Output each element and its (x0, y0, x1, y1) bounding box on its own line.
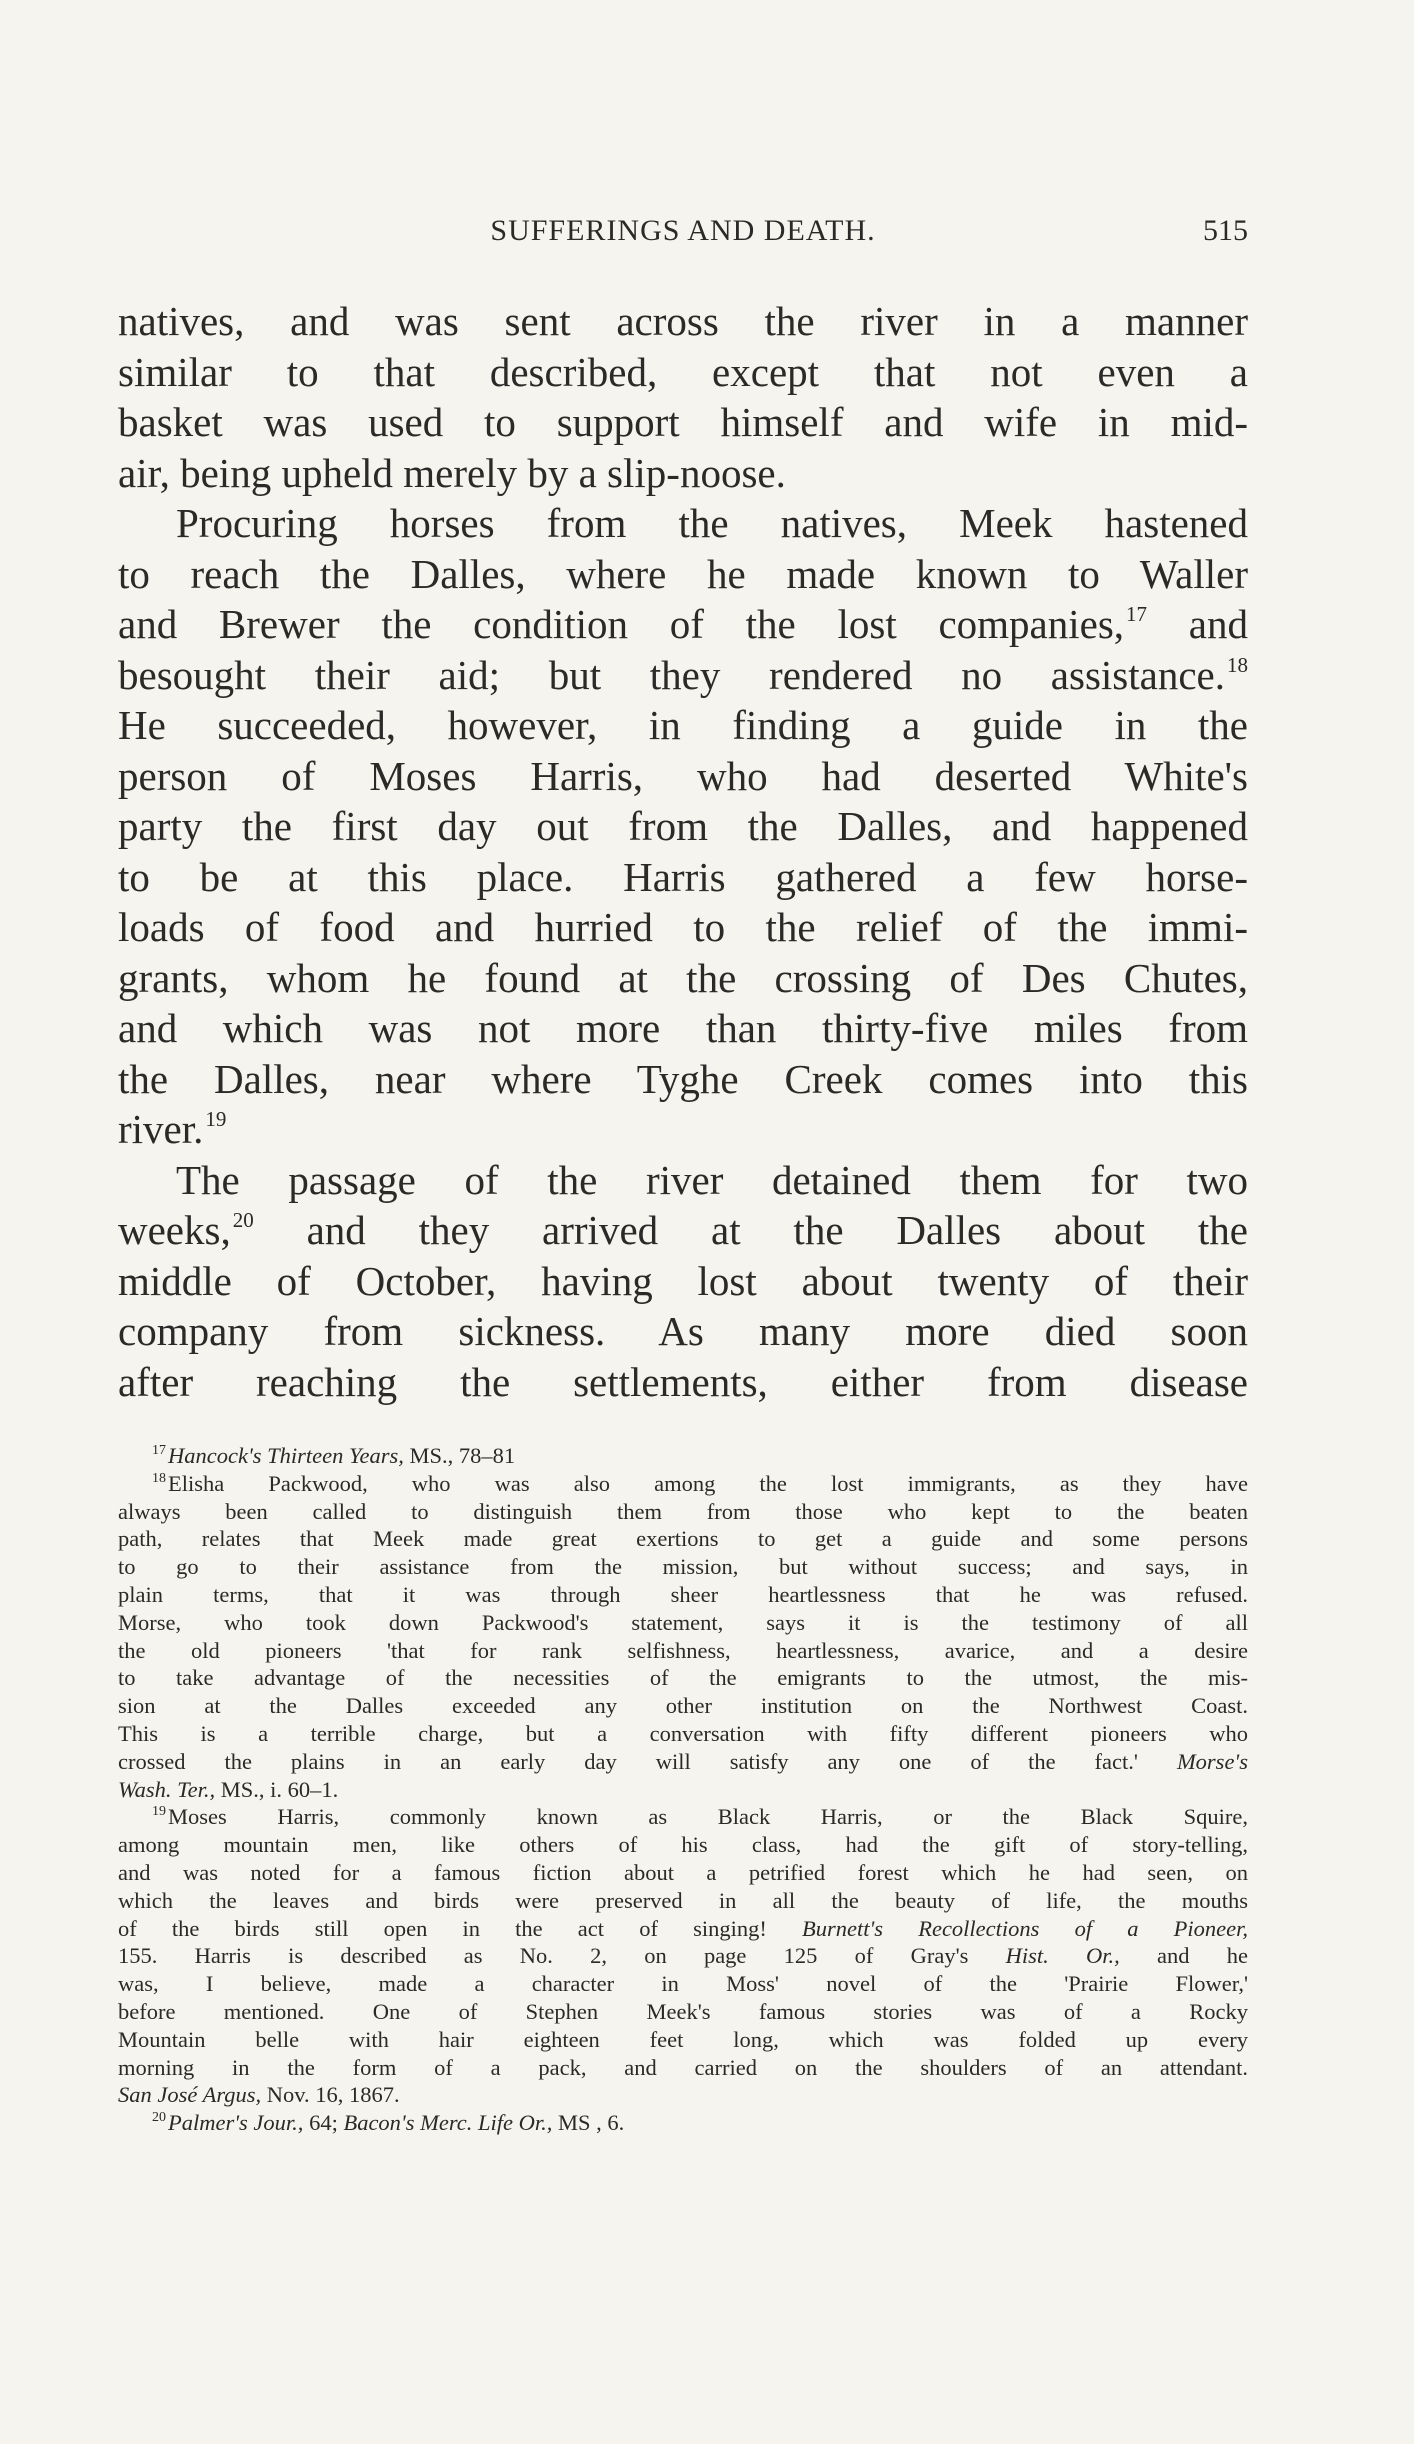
body-line: basket was used to support himself and wife in mid- (118, 399, 1248, 445)
body-line: to reach the Dalles, where he made known to Waller (118, 550, 1248, 597)
footnote-number: 18 (152, 1470, 166, 1486)
footnote-line: path, relates that Meek made great exertions to get a guide and some persons (118, 1526, 1248, 1552)
footnote-line: This is a terrible charge, but a conversation with fifty different pioneers who (118, 1720, 1248, 1746)
footnote-line: sion at the Dalles exceeded any other institution on the Northwest Coast. (118, 1693, 1248, 1719)
footnote-line: which the leaves and birds were preserved in all the beauty of life, the mouths (118, 1887, 1248, 1913)
footnote-source: Wash. Ter., (118, 1776, 216, 1802)
body-line: party the first day out from the Dalles, and happened (118, 803, 1248, 849)
body-line (118, 1104, 1248, 1155)
footnote-ref-17: 17 (1126, 602, 1148, 626)
body-line-text: and they arrived at the Dalles about the (253, 1207, 1248, 1253)
footnote-text: 64; (303, 2110, 344, 2136)
footnote-line: Mountain belle with hair eighteen feet long, which was folded up every (118, 2026, 1248, 2052)
body-line: middle of October, having lost about twenty of their (118, 1257, 1248, 1304)
footnote-number: 20 (152, 2110, 166, 2126)
footnote-line (118, 1776, 1248, 1804)
running-head (118, 214, 1248, 254)
body-line-text: river. (118, 1106, 204, 1152)
footnote-line: was, I believe, made a character in Moss' novel of the 'Prairie Flower,' (118, 1971, 1248, 1997)
body-line (118, 650, 1248, 701)
footnote-ref-20: 20 (232, 1208, 254, 1232)
body-line: similar to that described, except that not even a (118, 348, 1248, 395)
body-line: natives, and was sent across the river in a manner (118, 298, 1248, 344)
footnote-line: before mentioned. One of Stephen Meek's famous stories was of a Rocky (118, 1998, 1248, 2024)
body-line-text: weeks, (118, 1207, 231, 1253)
body-line: Procuring horses from the natives, Meek hastened (176, 500, 1248, 546)
footnote-20 (118, 2109, 1248, 2137)
footnote-line (118, 2081, 1248, 2109)
body-line: grants, whom he found at the crossing of Des Chutes, (118, 954, 1248, 1001)
body-line-text: and (1147, 601, 1248, 647)
footnote-text: Elisha Packwood, who was also among the lost immigrants, as they have (168, 1470, 1248, 1496)
body-line: after reaching the settlements, either from disease (118, 1358, 1248, 1405)
body-line: person of Moses Harris, who had deserted White's (118, 752, 1248, 799)
footnote-line: the old pioneers 'that for rank selfishness, heartlessness, avarice, and a desire (118, 1637, 1248, 1663)
body-line: company from sickness. As many more died soon (118, 1308, 1248, 1354)
footnote-line: among mountain men, like others of his class, had the gift of story-telling, (118, 1832, 1248, 1858)
footnote-source: Morse's (1176, 1748, 1248, 1774)
footnote-number: 17 (152, 1443, 166, 1458)
footnote-line (118, 1915, 1248, 1943)
footnote-19 (118, 1803, 1248, 1831)
footnote-text: of the birds still open in the act of singing! (118, 1915, 802, 1941)
footnote-text: MS., i. 60–1. (215, 1776, 339, 1802)
body-line: loads of food and hurried to the relief of the immi- (118, 904, 1248, 950)
body-line: He succeeded, however, in finding a guide in the (118, 702, 1248, 748)
body-line: and which was not more than thirty-five miles from (118, 1005, 1248, 1051)
body-text (118, 296, 1248, 1407)
footnote-text: and he (1119, 1943, 1248, 1969)
footnote-source: Hancock's Thirteen Years, (168, 1443, 404, 1468)
footnote-text: 155. Harris is described as No. 2, on page 125 of Gray's (118, 1943, 1006, 1969)
body-line (118, 599, 1248, 650)
body-line: air, being upheld merely by a slip-noose. (118, 449, 786, 496)
footnote-source: Hist. Or., (1005, 1943, 1120, 1969)
footnote-source: Bacon's Merc. Life Or., (343, 2110, 553, 2136)
footnote-ref-19: 19 (205, 1107, 227, 1131)
footnote-ref-18: 18 (1227, 652, 1248, 677)
footnote-18 (118, 1470, 1248, 1498)
body-line (118, 1205, 1248, 1256)
footnote-line (118, 1942, 1248, 1970)
footnote-line: always been called to distinguish them from those who kept to the beaten (118, 1498, 1248, 1524)
footnote-line (118, 1748, 1248, 1776)
body-line-text: and Brewer the condition of the lost companies, (118, 601, 1125, 647)
footnote-line: to go to their assistance from the mission, but without success; and says, in (118, 1554, 1248, 1580)
footnote-source: Burnett's Recollections of a Pioneer, (802, 1915, 1248, 1941)
body-line: the Dalles, near where Tyghe Creek comes into this (118, 1055, 1248, 1102)
footnote-text: MS , 6. (552, 2110, 625, 2136)
footnote-line: plain terms, that it was through sheer heartlessness that he was refused. (118, 1581, 1248, 1607)
footnote-line: and was noted for a famous fiction about a petrified forest which he had seen, on (118, 1859, 1248, 1885)
body-line: to be at this place. Harris gathered a few horse- (118, 853, 1248, 900)
footnote-text: Nov. 16, 1867. (261, 2082, 400, 2108)
footnotes (118, 1442, 1248, 2137)
footnote-text: Moses Harris, commonly known as Black Harris, or the Black Squire, (168, 1804, 1248, 1830)
footnote-text: crossed the plains in an early day will satisfy any one of the fact.' (118, 1748, 1177, 1774)
page-number: 515 (1203, 214, 1248, 247)
footnote-source: San José Argus, (118, 2082, 262, 2108)
footnote-text: MS., 78–81 (403, 1443, 516, 1468)
footnote-17 (118, 1442, 1248, 1470)
body-line-text: besought their aid; but they rendered no assistance. (118, 651, 1225, 698)
footnote-source: Palmer's Jour., (168, 2110, 304, 2136)
footnote-number: 19 (152, 1804, 166, 1820)
body-line: The passage of the river detained them for two (176, 1156, 1248, 1203)
running-title: SUFFERINGS AND DEATH. (490, 214, 876, 247)
footnote-line: Morse, who took down Packwood's statement, says it is the testimony of all (118, 1609, 1248, 1635)
footnote-line: morning in the form of a pack, and carried on the shoulders of an attendant. (118, 2054, 1248, 2080)
footnote-line: to take advantage of the necessities of the emigrants to the utmost, the mis- (118, 1665, 1248, 1691)
